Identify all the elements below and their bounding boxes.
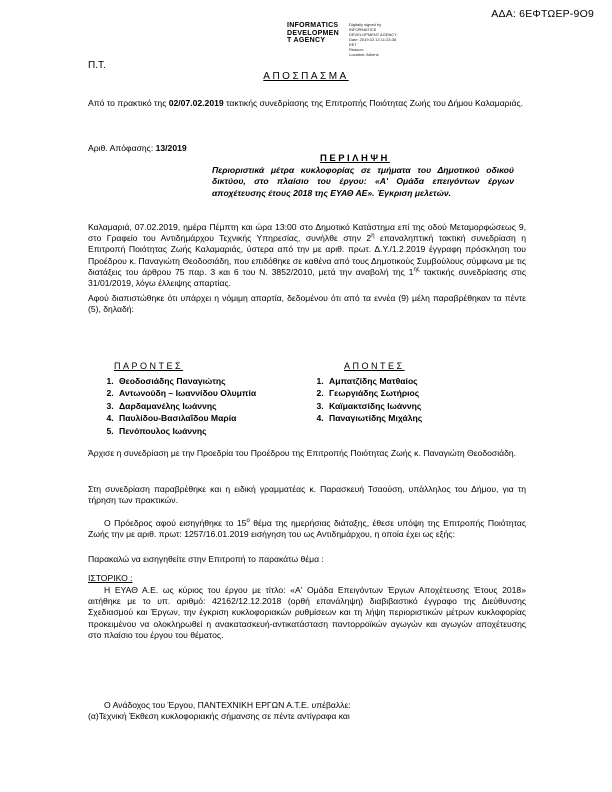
meeting-paragraph [88, 222, 526, 289]
absent-member: 2. Γεωργιάδης Σωτήριος [326, 387, 422, 400]
stamp-detail: Location: Athens [349, 52, 379, 57]
ada-code: ΑΔΑ: 6ΕΦΤΩΕΡ-9Ο9 [491, 8, 594, 20]
pt-label: Π.Τ. [88, 60, 106, 71]
contractor-item-a: (α)Τεχνική Έκθεση κυκλοφοριακής σήμανσης σε πέντε αντίγραφα και [88, 711, 350, 722]
present-member: 1. Θεοδοσιάδης Παναγιώτης [116, 375, 256, 388]
stamp-detail: Date: 2019.02.13 11:23:38 [349, 37, 397, 42]
history-heading: ΙΣΤΟΡΙΚΟ : [88, 573, 133, 583]
decision-value: 13/2019 [155, 143, 187, 153]
present-members [96, 360, 256, 437]
absent-member: 3. Καϊμακτσίδης Ιωάννης [326, 400, 422, 413]
ordinal-suffix: η [371, 233, 375, 240]
intro-text: τακτικής συνεδρίασης της Επιτροπής Ποιότητας Ζωής του Δήμου Καλαμαριάς. [223, 98, 523, 108]
intro-text: Από το πρακτικό της [88, 98, 169, 108]
contractor-section [88, 700, 526, 722]
decision-number [88, 143, 187, 154]
present-member: 5. Πενόπουλος Ιωάννης [116, 425, 256, 438]
president-paragraph [88, 518, 526, 540]
president-text: Ο Πρόεδρος αφού εισηγήθηκε το 15 [104, 518, 247, 528]
history-paragraph: Η ΕΥΑΘ Α.Ε. ως κύριος του έργου με τίτλο: «Α' Ομάδα Επειγόντων Έργων Αποχέτευσης Έτους 2018» αιτήθηκε με το υπ. αριθμό: 42162/12.12.2018 (ορθή επανάληψη) διαβιβαστικό έγγραφο της Διεύθυνσης Σχεδιασμού και Έργων, την έγκριση κυκλοφοριακών ρυθμίσεων και τη λήψη περιοριστικών μέτρων κυκλοφορίας προκειμένου να ολοκληρωθεί η ανακατασκευή-αντικατάσταση παντορροϊκών αγωγών και αγωγών αποχέτευσης στο πλαίσιο του έργου του θέματος. [88, 585, 526, 640]
president-text: θέμα της ημερήσιας διάταξης, έθεσε υπόψη της Επιτροπής Ποιότητας Ζωής την με αριθ. πρωτ: 1257/16.01.2019 εισήγηση του ως Αντιδημάρχου, η οποία έχει ως εξής: [88, 518, 527, 540]
summary-heading: ΠΕΡΙΛΗΨΗ [320, 153, 390, 164]
decision-label: Αριθ. Απόφασης: [88, 143, 156, 153]
stamp-detail: Reason: [349, 47, 364, 52]
ordinal-suffix: ης [413, 266, 420, 273]
stamp-detail: EET [349, 42, 357, 47]
present-member: 4. Παυλίδου-Βασιλαΐδου Μαρία [116, 412, 256, 425]
request-paragraph: Παρακαλώ να εισηγηθείτε στην Επιτροπή το παρακάτω θέμα : [88, 554, 324, 564]
absent-heading: ΑΠΟΝΤΕΣ [344, 361, 405, 371]
present-member: 2. Αντωνούδη – Ιωαννίδου Ολυμπία [116, 387, 256, 400]
stamp-details [349, 22, 419, 57]
stamp-detail: Digitally signed by [349, 22, 382, 27]
secretary-paragraph: Στη συνεδρίαση παραβρέθηκε και η ειδική γραμματέας κ. Παρασκευή Τσαούση, υπάλληλος του Δήμου, για τη τήρηση των πρακτικών. [88, 484, 526, 506]
stamp-line: T AGENCY [287, 37, 326, 44]
present-member: 3. Δαρδαμανέλης Ιωάννης [116, 400, 256, 413]
digital-signature-stamp [287, 22, 419, 57]
absent-members [306, 360, 422, 425]
summary-text: Περιοριστικά μέτρα κυκλοφορίας σε τμήματα του Δημοτικού οδικού δικτύου, στο πλαίσιο του έργου: «Α' Ομάδα επειγόντων έργων αποχέτευσης έτους 2018 της ΕΥΑΘ ΑΕ». Έγκριση μελετών. [212, 165, 514, 198]
quorum-paragraph: Αφού διαπιστώθηκε ότι υπάρχει η νόμιμη απαρτία, δεδομένου ότι από τα εννέα (9) μέλη παραβρέθηκαν τα πέντε (5), δηλαδή: [88, 293, 526, 315]
meeting-text: Καλαμαριά, 07.02.2019, ημέρα Πέμπτη και ώρα 13:00 στο Δημοτικό Κατάστημα επί της οδού Μεταμορφώσεως 9, στο Γραφείο του Αντιδημάρχου Τεχνικής Υπηρεσίας, συνήλθε στην 2 [88, 222, 526, 244]
absent-member: 1. Αμπατζίδης Ματθαίος [326, 375, 422, 388]
absent-member: 4. Παναγιωτίδης Μιχάλης [326, 412, 422, 425]
stamp-organization [287, 22, 347, 57]
stamp-detail: INFORMATICS [349, 27, 377, 32]
stamp-line: DEVELOPMEN [287, 29, 340, 37]
meeting-text: τακτικής συνεδρίασης στις 31/01/2019, λόγω έλλειψης απαρτίας. [88, 266, 526, 289]
meeting-number: 02/07.02.2019 [168, 98, 224, 108]
meeting-text: επαναληπτική τακτική συνεδρίαση η Επιτροπή Ποιότητας Ζωής Καλαμαριάς, ύστερα από την με αριθ. πρωτ. Δ.Υ./1.2.2019 έγγραφη πρόσκληση του Προέδρου κ. Παναγιώτη Θεοδοσιάδη, που επιδόθηκε σε καθένα από τους Δημοτικούς Συμβούλους σύμφωνα με τις διατάξεις του άρθρου 75 παρ. 3 και 6 του Ν. 3852/2010, μετά την αναβολή της 1 [88, 233, 526, 277]
session-start-paragraph: Άρχισε η συνεδρίαση με την Προεδρία του Προέδρου της Επιτροπής Ποιότητας Ζωής κ. Παναγιώτη Θεοδοσιάδη. [88, 448, 517, 458]
contractor-paragraph: Ο Ανάδοχος του Έργου, ΠΑΝΤΕΧΝΙΚΗ ΕΡΓΩΝ Α.Τ.Ε. υπέβαλλε: [104, 700, 351, 710]
intro-paragraph [88, 98, 526, 109]
document-title: ΑΠΟΣΠΑΣΜΑ [263, 71, 349, 82]
stamp-line: INFORMATICS [287, 22, 339, 29]
stamp-detail: DEVELOPMENT AGENCY [349, 32, 397, 37]
present-heading: ΠΑΡΟΝΤΕΣ [114, 361, 184, 371]
ordinal-suffix: ο [246, 518, 250, 525]
